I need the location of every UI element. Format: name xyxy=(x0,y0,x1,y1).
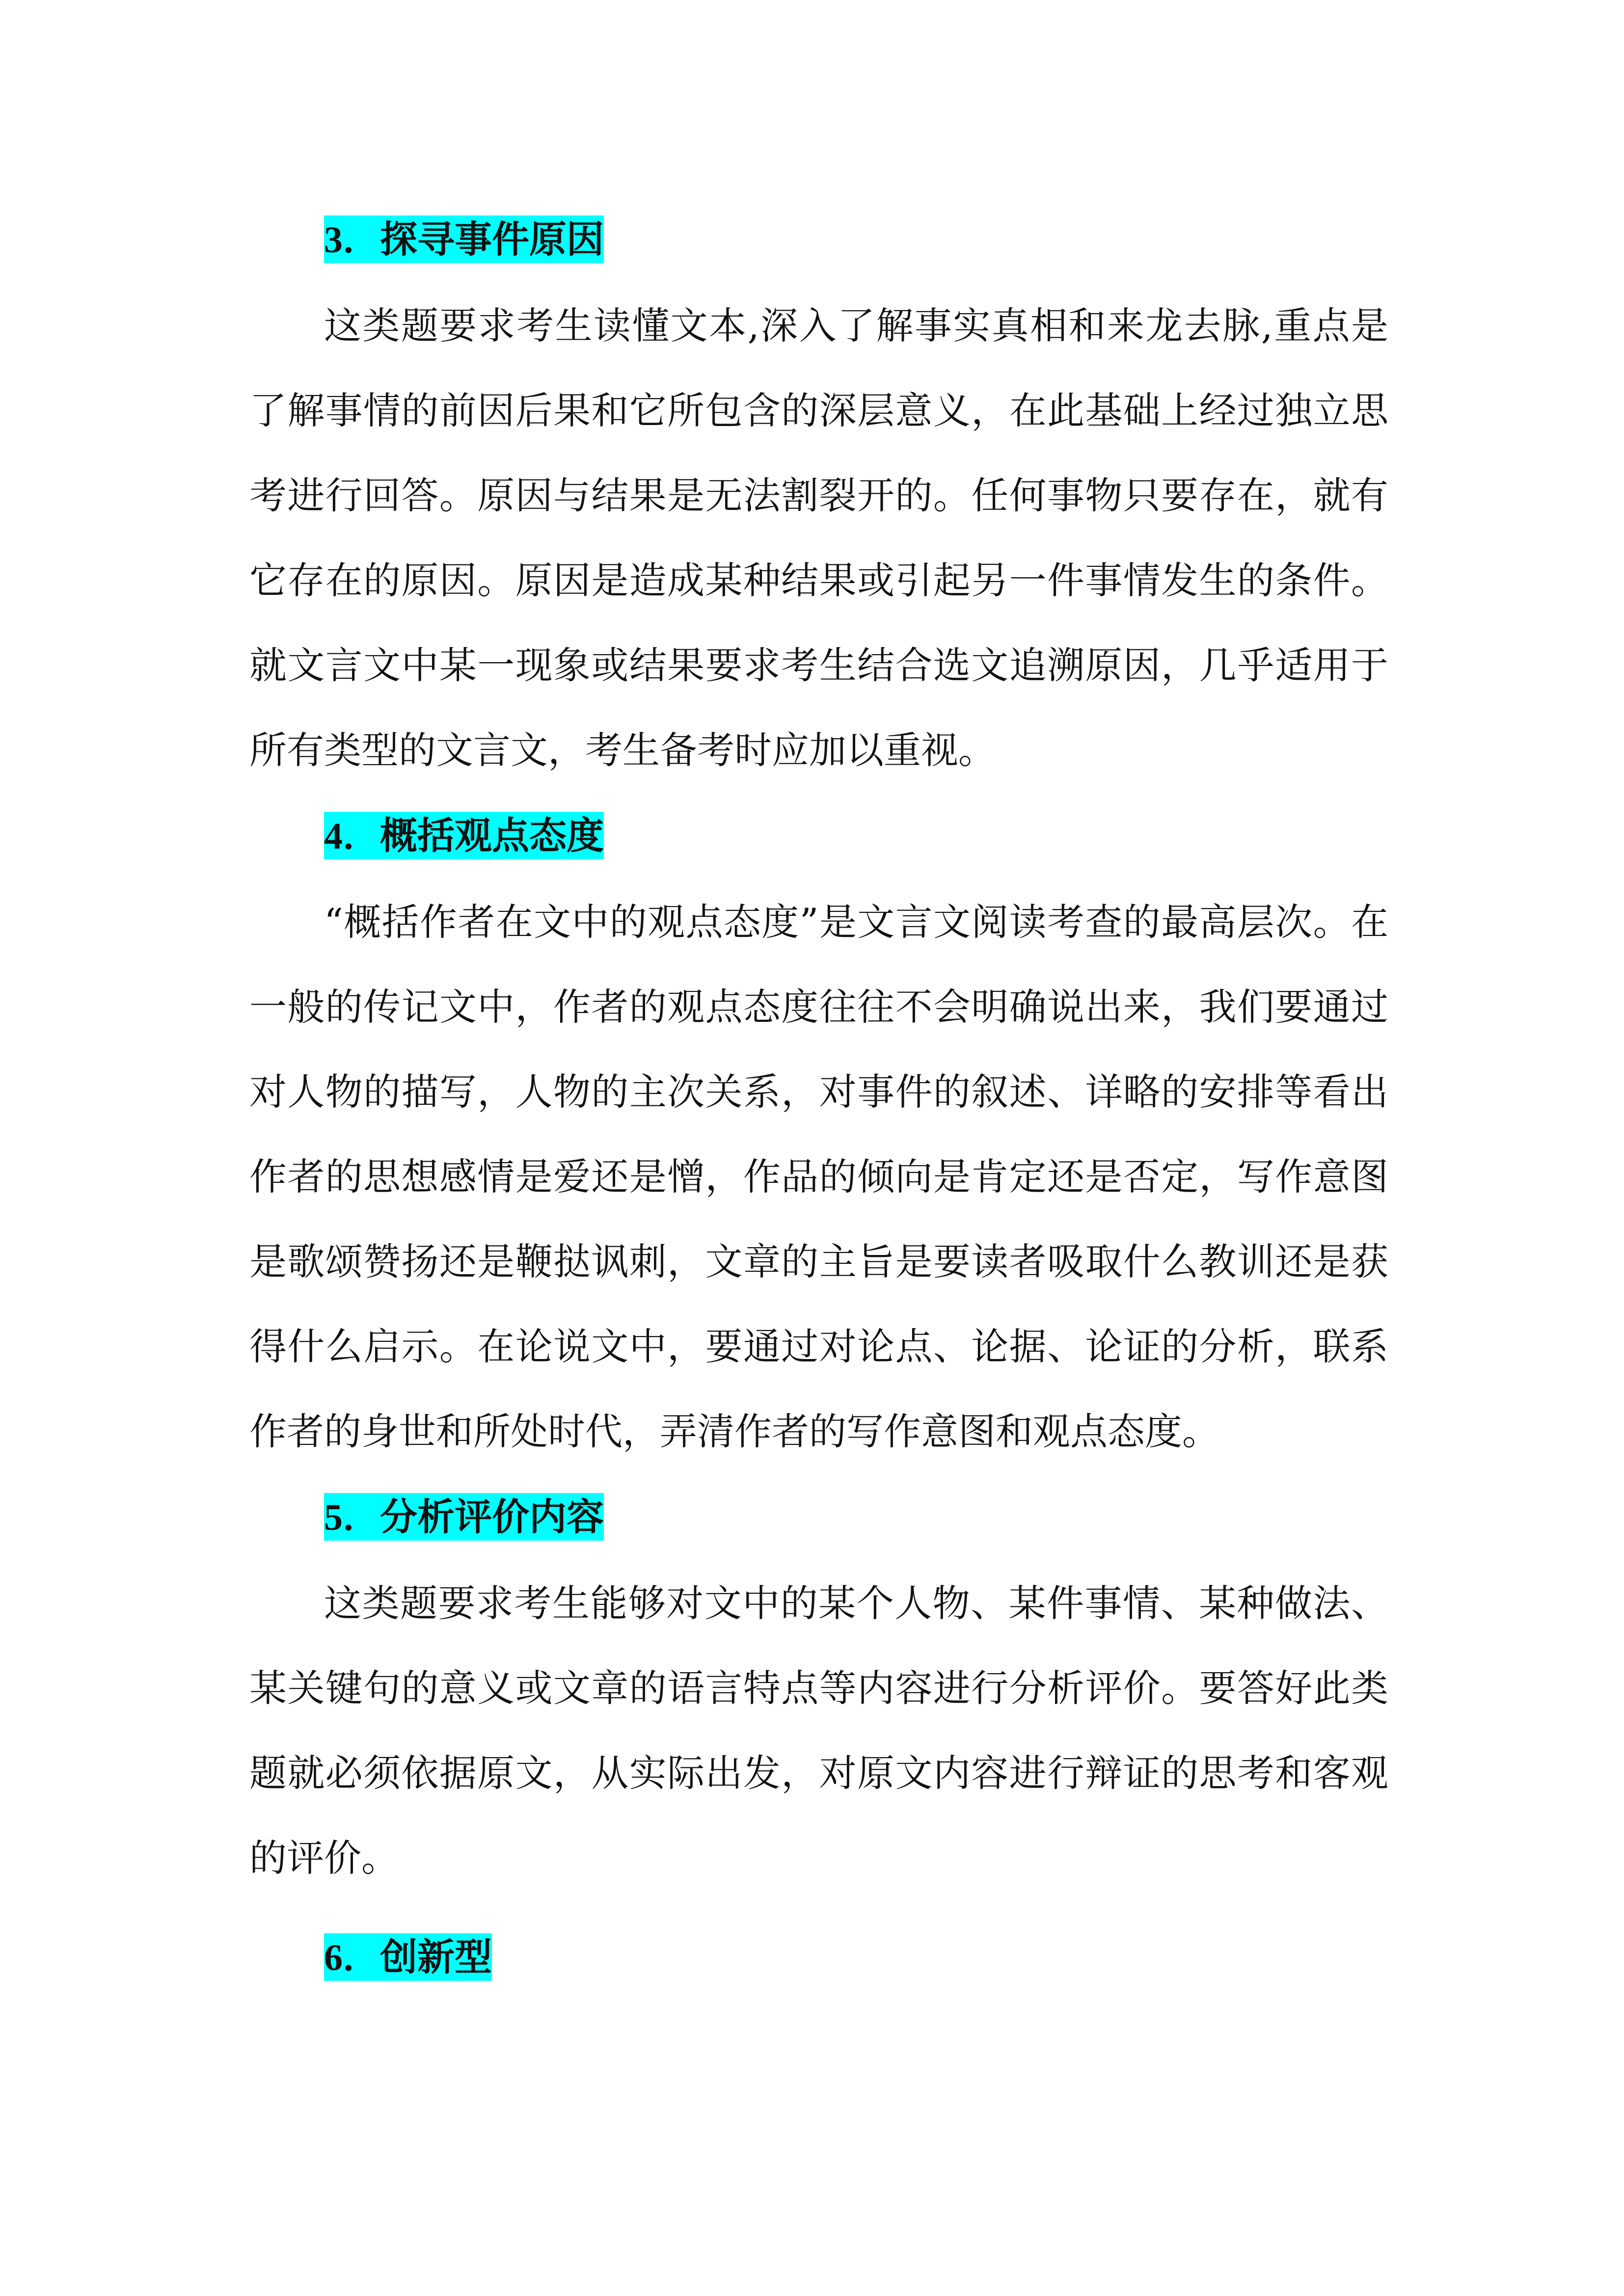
section-body-4: “概括作者在文中的观点态度”是文言文阅读考查的最高层次。在一般的传记文中，作者的观点态度往往不会明确说出来，我们要通过对人物的描写，人物的主次关系，对事件的叙述、详略的安排等看出作者的思想感情是爱还是憎，作品的倾向是肯定还是否定，写作意图是歌颂赞扬还是鞭挞讽刺，文章的主旨是要读者吸取什么教训还是获得什么启示。在论说文中，要通过对论点、论据、论证的分析，联系作者的身世和所处时代，弄清作者的写作意图和观点态度。 xyxy=(249,900,1388,1453)
heading-title: 概括观点态度 xyxy=(380,814,604,857)
section-heading-5 xyxy=(249,1474,1388,1561)
document-content xyxy=(249,196,1388,2001)
section-heading-4 xyxy=(249,793,1388,880)
heading-highlight xyxy=(324,1933,492,1981)
heading-title: 分析评价内容 xyxy=(380,1495,604,1539)
heading-highlight xyxy=(324,1493,604,1541)
heading-number: 3． xyxy=(324,219,380,261)
heading-number: 4． xyxy=(324,816,380,857)
section-heading-6 xyxy=(249,1914,1388,2001)
section-heading-3 xyxy=(249,196,1388,283)
heading-highlight xyxy=(324,812,604,859)
heading-title: 创新型 xyxy=(380,1935,492,1979)
section-body-3: 这类题要求考生读懂文本,深入了解事实真相和来龙去脉,重点是了解事情的前因后果和它所包含的深层意义，在此基础上经过独立思考进行回答。原因与结果是无法割裂开的。任何事物只要存在，就有它存在的原因。原因是造成某种结果或引起另一件事情发生的条件。就文言文中某一现象或结果要求考生结合选文追溯原因，几乎适用于所有类型的文言文，考生备考时应加以重视。 xyxy=(249,304,1388,772)
heading-title: 探寻事件原因 xyxy=(380,217,604,261)
heading-number: 5． xyxy=(324,1497,380,1538)
section-body-5: 这类题要求考生能够对文中的某个人物、某件事情、某种做法、某关键句的意义或文章的语言特点等内容进行分析评价。要答好此类题就必须依据原文，从实际出发，对原文内容进行辩证的思考和客观的评价。 xyxy=(249,1581,1388,1880)
heading-number: 6． xyxy=(324,1937,380,1978)
heading-highlight xyxy=(324,215,604,263)
